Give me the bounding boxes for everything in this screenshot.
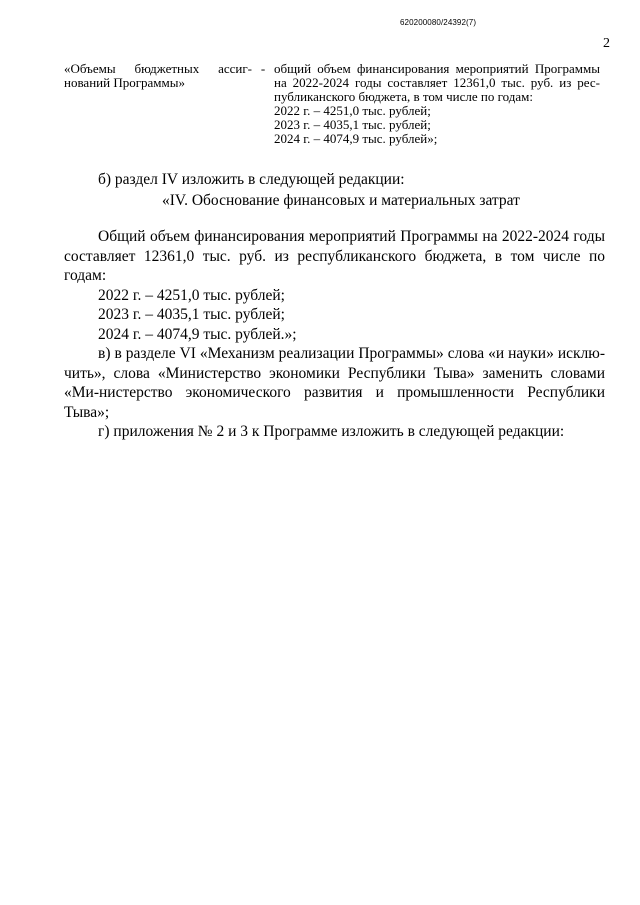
passport-content [274, 62, 600, 146]
program-passport-row [64, 62, 600, 146]
passport-dash: - [260, 61, 266, 76]
financing-year-2023: 2023 г. – 4035,1 тыс. рублей; [98, 306, 285, 323]
financing-paragraph: Общий объем финансирования мероприятий Программы на 2022-2024 годы составляет 12361,0 тыс. руб. из республиканского бюджета, в том числе по годам: [64, 228, 605, 284]
section-iv-heading: «IV. Обоснование финансовых и материальных затрат [162, 191, 520, 209]
financing-section [64, 227, 605, 442]
passport-year-2022: 2022 г. – 4251,0 тыс. рублей; [274, 103, 431, 118]
financing-year-2022: 2022 г. – 4251,0 тыс. рублей; [98, 286, 285, 304]
page-number: 2 [603, 36, 610, 51]
section-b [64, 170, 605, 210]
passport-financing-text: общий объем финансирования мероприятий Программы на 2022-2024 годы составляет 12361,0 тыс. руб. из рес-публиканского бюджета, в том числе по годам: [274, 61, 600, 104]
section-g-paragraph: г) приложения № 2 и 3 к Программе изложить в следующей редакции: [98, 423, 565, 440]
passport-label: «Объемы бюджетных ассиг-нований Программы» [64, 61, 252, 90]
passport-year-2023: 2023 г. – 4035,1 тыс. рублей; [274, 117, 431, 132]
financing-year-2024: 2024 г. – 4074,9 тыс. рублей.»; [98, 325, 297, 343]
section-v-paragraph: в) в разделе VI «Механизм реализации Программы» слова «и науки» исклю-чить», слова «Министерство экономики Республики Тыва» заменить словами «Ми-нистерство экономического развития и промышленности Республики Тыва»; [64, 345, 605, 421]
section-b-intro: б) раздел IV изложить в следующей редакции: [98, 171, 405, 188]
document-id: 620200080/24392(7) [400, 18, 477, 27]
passport-year-2024: 2024 г. – 4074,9 тыс. рублей»; [274, 131, 438, 146]
